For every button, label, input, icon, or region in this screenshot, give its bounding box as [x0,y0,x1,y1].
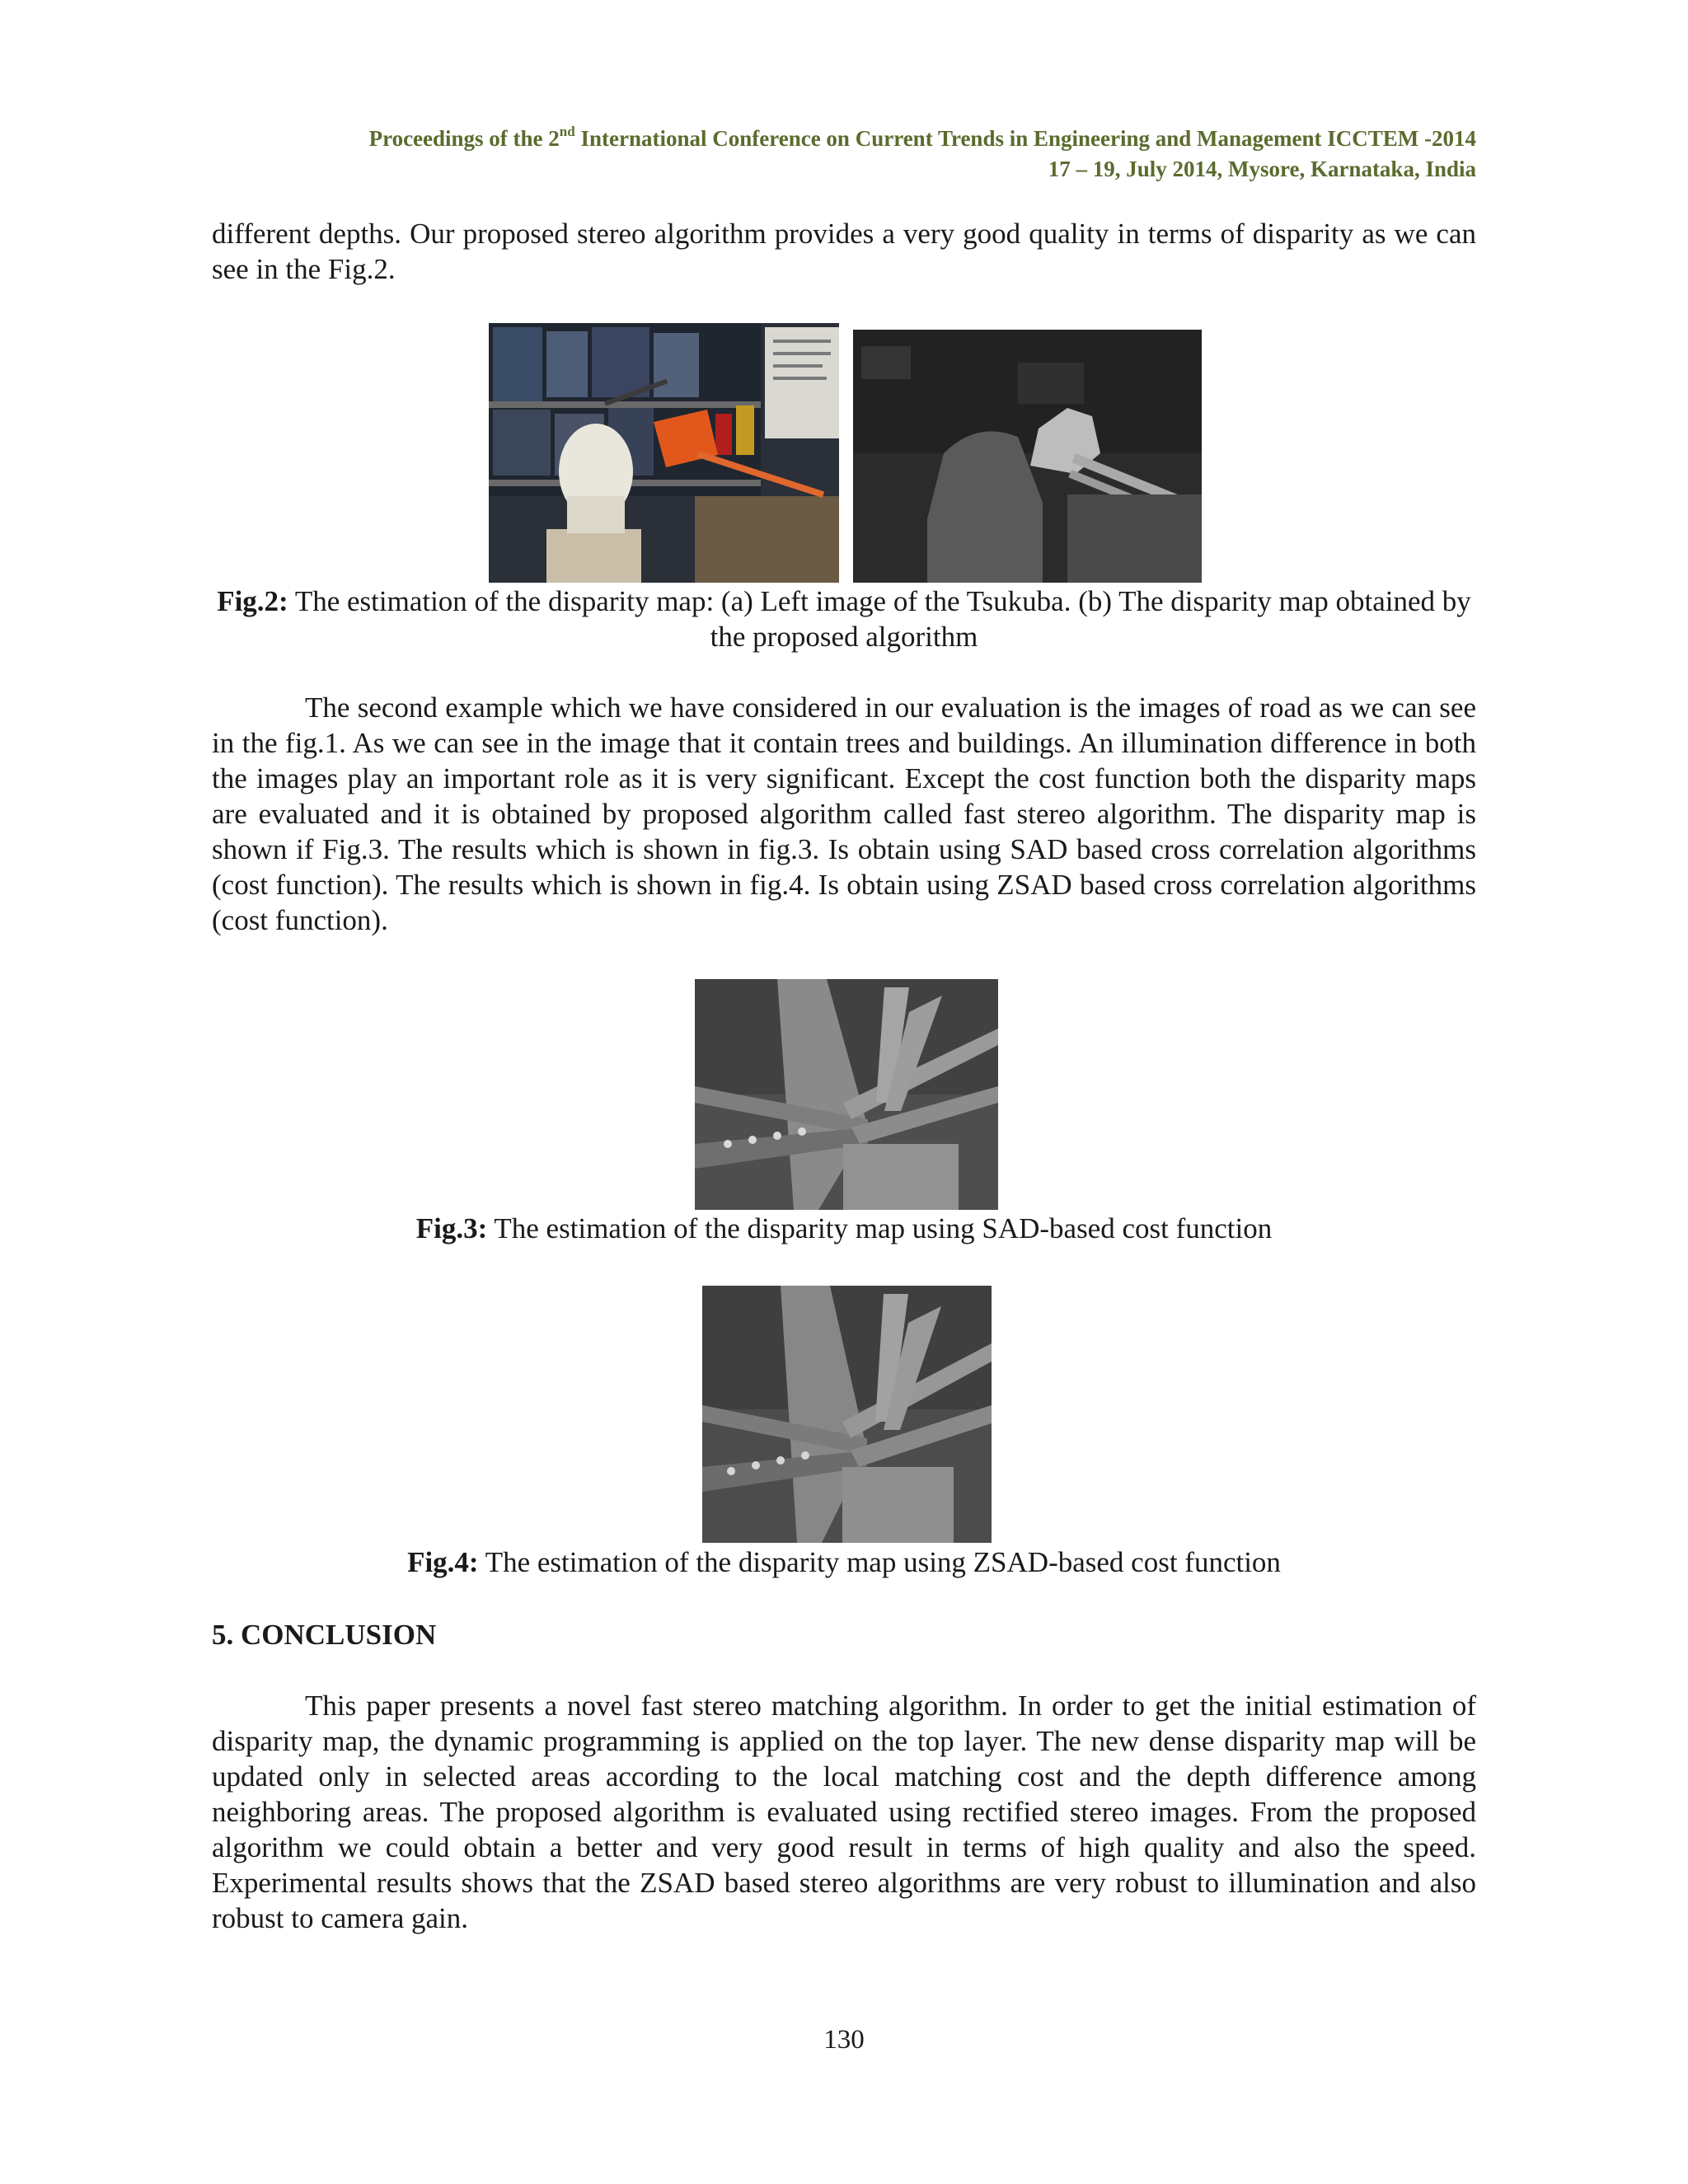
figure-3-sad-disparity-map [695,979,998,1210]
figure-3-label: Fig.3: [415,1212,488,1244]
paragraph-second-example: The second example which we have considered in our evaluation is the images of road as we can see in the fig.1. As we can see in the image that it contain trees and buildings. An illumination difference in both the images play an important role as it is very significant. Except the cost function both the disparity maps are evaluated and it is obtained by proposed algorithm called fast stereo algorithm. The disparity map is shown if Fig.3. The results which is shown in fig.3. Is obtain using SAD based cross correlation algorithms (cost function). The results which is shown in fig.4. Is obtain using ZSAD based cross correlation algorithms (cost function). [212,691,1476,936]
figure-4-zsad-disparity-map [702,1286,992,1543]
figure-2b-disparity-map [853,330,1202,583]
section-title-conclusion: 5. CONCLUSION [212,1619,437,1651]
figure-2-text: The estimation of the disparity map: (a) Left image of the Tsukuba. (b) The disparity map obtained by the proposed algorithm [288,585,1471,653]
running-header [212,124,1476,185]
figure-3-text: The estimation of the disparity map using SAD-based cost function [487,1212,1273,1244]
figure-2-caption [212,583,1476,654]
figure-3-caption [212,1211,1476,1246]
paragraph-conclusion: This paper presents a novel fast stereo matching algorithm. In order to get the initial estimation of disparity map, the dynamic programming is applied on the top layer. The new dense disparity map will be updated only in selected areas according to the local matching cost and the depth difference among neighboring areas. The proposed algorithm is evaluated using rectified stereo images. From the proposed algorithm we could obtain a better and very good result in terms of high quality and also the speed. Experimental results shows that the ZSAD based stereo algorithms are very robust to illumination and also robust to camera gain. [212,1690,1476,1934]
header-line-1 [212,124,1476,154]
header-line-1-sup: nd [559,124,575,139]
figure-2a-tsukuba-image [489,323,839,583]
paragraph-intro: different depths. Our proposed stereo algorithm provides a very good quality in terms of disparity as we can see in the Fig.2. [212,218,1476,285]
header-line-2: 17 – 19, July 2014, Mysore, Karnataka, India [1048,157,1476,181]
page-number: 130 [823,2025,865,2055]
header-line-1-post: International Conference on Current Trends in Engineering and Management ICCTEM -2014 [574,126,1476,151]
figure-4-caption [212,1544,1476,1580]
figure-4-text: The estimation of the disparity map using ZSAD-based cost function [478,1546,1281,1578]
header-line-1-pre: Proceedings of the 2 [368,126,560,151]
figure-4-label: Fig.4: [407,1546,479,1578]
figure-2-label: Fig.2: [217,585,288,617]
